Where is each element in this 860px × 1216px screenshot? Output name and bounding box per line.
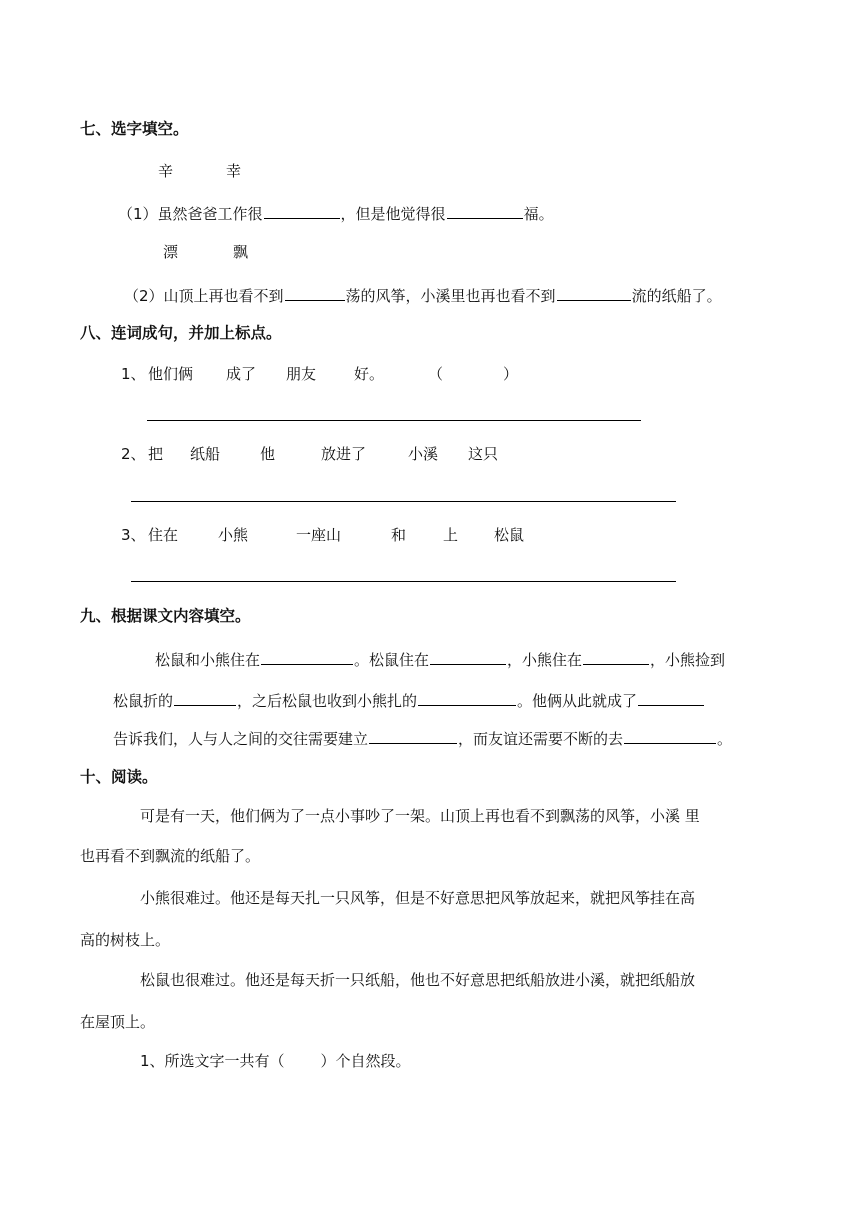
reading-paragraph-3-line-2: 在屋顶上。	[80, 1013, 156, 1031]
answer-blank[interactable]	[557, 284, 631, 301]
reading-paragraph-2-line-1: 小熊很难过。他还是每天扎一只风筝，但是不好意思把风筝放起来，就把风筝挂在高	[140, 889, 696, 907]
reading-paragraph-2-line-2: 高的树枝上。	[80, 931, 171, 949]
word: 他	[260, 445, 276, 463]
answer-line[interactable]	[131, 581, 676, 582]
question-8-2-num: 2、	[121, 445, 146, 463]
answer-blank[interactable]	[447, 202, 523, 219]
question-text: 荡的风筝，小溪里也再也看不到	[345, 287, 556, 305]
word: 纸船	[190, 445, 221, 463]
question-text: 1、所选文字一共有（	[140, 1052, 285, 1070]
fill-text: 。	[717, 730, 733, 748]
choice-char-1: 辛	[158, 162, 174, 180]
word: 他们俩	[148, 365, 194, 383]
fill-text: ，小熊住在	[507, 651, 583, 669]
choice-char-3: 漂	[163, 243, 179, 261]
question-text: 流的纸船了。	[631, 287, 722, 305]
word: 上	[443, 526, 459, 544]
answer-blank[interactable]	[264, 202, 340, 219]
word: 这只	[468, 445, 499, 463]
word: 住在	[148, 526, 179, 544]
reading-paragraph-1-line-1: 可是有一天，他们俩为了一点小事吵了一架。山顶上再也看不到飘荡的风筝，小溪 里	[140, 807, 700, 825]
question-7-2	[124, 284, 722, 306]
question-text: ）个自然段。	[320, 1052, 411, 1070]
choice-char-4: 飘	[233, 243, 249, 261]
fill-text: 告诉我们，人与人之间的交往需要建立	[113, 730, 369, 748]
question-text: （1）虽然爸爸工作很	[118, 205, 263, 223]
word: 小溪	[408, 445, 439, 463]
word: 松鼠	[494, 526, 525, 544]
reading-paragraph-1-line-2: 也再看不到飘流的纸船了。	[80, 847, 261, 865]
fill-line-2	[113, 689, 705, 711]
answer-blank[interactable]	[624, 727, 716, 744]
word: 把	[148, 445, 164, 463]
question-text: ，但是他觉得很	[340, 205, 446, 223]
section-9-title: 九、根据课文内容填空。	[80, 607, 251, 625]
word: 好。	[354, 365, 385, 383]
fill-text: 松鼠和小熊住在	[155, 651, 261, 669]
question-7-1	[118, 202, 554, 224]
word: 一座山	[296, 526, 342, 544]
fill-text: ，而友谊还需要不断的去	[458, 730, 624, 748]
question-10-1	[140, 1051, 411, 1071]
question-8-1-num: 1、	[121, 365, 146, 383]
question-8-3-num: 3、	[121, 526, 146, 544]
word: 小熊	[218, 526, 249, 544]
fill-line-3	[113, 727, 732, 749]
word: 朋友	[286, 365, 317, 383]
answer-blank[interactable]	[430, 648, 506, 665]
fill-text: 。他俩从此就成了	[517, 692, 638, 710]
fill-text: ，之后松鼠也收到小熊扎的	[237, 692, 418, 710]
answer-line[interactable]	[131, 501, 676, 502]
answer-blank[interactable]	[638, 689, 704, 706]
answer-blank[interactable]	[174, 689, 236, 706]
question-text: （2）山顶上再也看不到	[124, 287, 284, 305]
answer-blank[interactable]	[583, 648, 649, 665]
answer-blank[interactable]	[369, 727, 457, 744]
word: 成了	[226, 365, 257, 383]
answer-blank[interactable]	[261, 648, 353, 665]
punctuation-paren[interactable]: （ ）	[428, 365, 519, 383]
section-7-title: 七、选字填空。	[80, 120, 189, 138]
fill-line-1	[155, 648, 725, 670]
word: 和	[391, 526, 407, 544]
section-10-title: 十、阅读。	[80, 768, 158, 786]
word: 放进了	[321, 445, 367, 463]
answer-blank[interactable]	[418, 689, 516, 706]
fill-text: 松鼠折的	[113, 692, 174, 710]
answer-blank[interactable]	[285, 284, 345, 301]
section-8-title: 八、连词成句，并加上标点。	[80, 324, 282, 342]
fill-text: ，小熊捡到	[650, 651, 726, 669]
fill-text: 。松鼠住在	[354, 651, 430, 669]
reading-paragraph-3-line-1: 松鼠也很难过。他还是每天折一只纸船，他也不好意思把纸船放进小溪，就把纸船放	[140, 971, 696, 989]
choice-char-2: 幸	[226, 162, 242, 180]
question-text: 福。	[523, 205, 554, 223]
answer-line[interactable]	[147, 420, 641, 421]
